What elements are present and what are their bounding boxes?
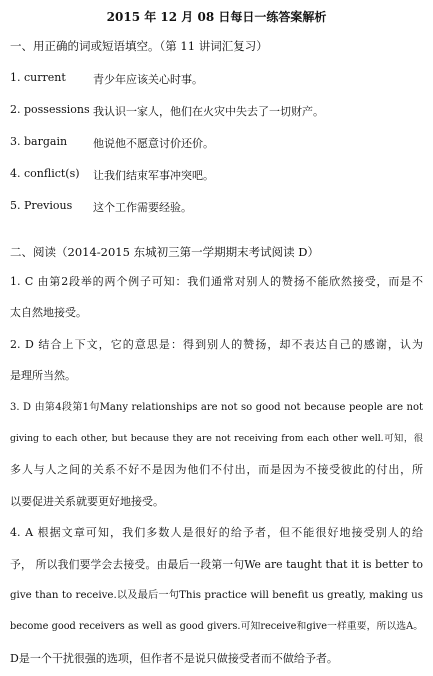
vocab-term: 4. conflict(s) bbox=[10, 167, 80, 180]
vocab-term: 2. possessions bbox=[10, 103, 90, 116]
answer-4-line-2: 予， 所以我们要学会去接受。由最后一段第一句We are taught that it is better to bbox=[10, 557, 423, 571]
section-2-heading: 二、阅读（2014-2015 东城初三第一学期期末考试阅读 D） bbox=[10, 245, 319, 259]
vocab-term: 1. current bbox=[10, 71, 66, 84]
answer-3-line-4: 以要促进关系就要更好地接受。 bbox=[10, 494, 164, 508]
vocab-row bbox=[10, 103, 425, 123]
answer-4-line-4: become good receivers as well as good givers.可知receive和give一样重要，所以选A。 bbox=[10, 621, 423, 633]
answer-4-line-5: D是一个干扰很强的选项，但作者不是说只做接受者而不做给予者。 bbox=[10, 651, 338, 665]
vocab-meaning: 这个工作需要经验。 bbox=[93, 201, 192, 214]
vocab-row bbox=[10, 71, 425, 91]
section-1-heading: 一、用正确的词或短语填空。（第 11 讲词汇复习） bbox=[10, 39, 268, 53]
answer-3-line-2: giving to each other, but because they are not receiving from each other well.可知，很 bbox=[10, 432, 423, 444]
vocab-row bbox=[10, 199, 425, 219]
page-title: 2015 年 12 月 08 日每日一练答案解析 bbox=[106, 10, 327, 24]
answer-4-line-1: 4. A 根据文章可知，我们多数人是很好的给予者，但不能很好地接受别人的给 bbox=[10, 526, 423, 540]
vocab-term: 5. Previous bbox=[10, 199, 73, 212]
vocab-meaning: 让我们结束军事冲突吧。 bbox=[93, 169, 214, 182]
vocab-meaning: 他说他不愿意讨价还价。 bbox=[93, 137, 214, 150]
answer-3-line-3: 多人与人之间的关系不好不是因为他们不付出，而是因为不接受彼此的付出，所 bbox=[10, 463, 423, 477]
answer-2-line-2: 是理所当然。 bbox=[10, 369, 76, 383]
vocab-term: 3. bargain bbox=[10, 135, 68, 148]
vocab-meaning: 我认识一家人，他们在火灾中失去了一切财产。 bbox=[93, 105, 324, 118]
answer-1-line-1: 1. C 由第2段举的两个例子可知：我们通常对别人的赞扬不能欣然接受，而是不 bbox=[10, 275, 423, 288]
answer-1-line-2: 太自然地接受。 bbox=[10, 306, 87, 320]
vocab-row bbox=[10, 167, 425, 187]
vocab-meaning: 青少年应该关心时事。 bbox=[93, 73, 203, 86]
answer-2-line-1: 2. D 结合上下文，它的意思是：得到别人的赞扬，却不表达自己的感谢，认为 bbox=[10, 337, 423, 351]
answer-explanations bbox=[10, 266, 423, 674]
answer-3-line-1: 3. D 由第4段第1句Many relationships are not so good not because people are not bbox=[10, 401, 423, 413]
answer-4-line-3: give than to receive.以及最后一句This practice will benefit us greatly, making us bbox=[10, 588, 423, 601]
vocab-row bbox=[10, 135, 425, 155]
